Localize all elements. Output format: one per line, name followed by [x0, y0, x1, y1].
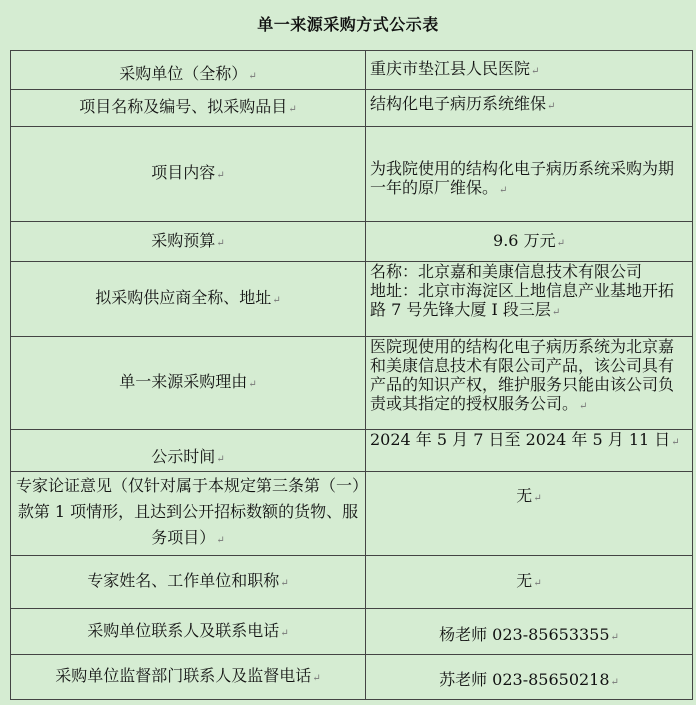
row-label-expert-names: 专家姓名、工作单位和职称↵ [11, 556, 366, 609]
row-value-purchaser: 重庆市垫江县人民医院↵ [366, 51, 693, 90]
row-value-project-content: 为我院使用的结构化电子病历系统采购为期一年的原厂维保。↵ [366, 127, 693, 222]
table-row [11, 609, 693, 655]
row-label-supervisor-contact: 采购单位监督部门联系人及监督电话↵ [11, 655, 366, 700]
table-row [11, 430, 693, 472]
row-label-expert-opinion: 专家论证意见（仅针对属于本规定第三条第（一）款第 1 项情形，且达到公开招标数额的货物、服务项目）↵ [11, 472, 366, 556]
page-title: 单一来源采购方式公示表 [257, 15, 439, 34]
row-value-purchaser-contact: 杨老师 023-85653355↵ [366, 609, 693, 655]
row-label-purchaser: 采购单位（全称）↵ [11, 51, 366, 90]
row-label-publicity-period: 公示时间↵ [11, 430, 366, 472]
supplier-name: 名称：北京嘉和美康信息技术有限公司 [370, 262, 643, 281]
table-row [11, 337, 693, 430]
row-value-publicity-period: 2024 年 5 月 7 日至 2024 年 5 月 11 日↵ [366, 430, 693, 472]
row-value-expert-opinion: 无↵ [366, 472, 693, 556]
row-label-supplier: 拟采购供应商全称、地址↵ [11, 262, 366, 337]
row-label-project-content: 项目内容↵ [11, 127, 366, 222]
table-row [11, 222, 693, 262]
table-row [11, 655, 693, 700]
notice-table [10, 50, 693, 700]
supplier-address: 地址：北京市海淀区上地信息产业基地开拓路 7 号先锋大厦 I 段三层 [370, 281, 675, 319]
row-label-reason: 单一来源采购理由↵ [11, 337, 366, 430]
table-row [11, 51, 693, 90]
table-row [11, 90, 693, 127]
row-value-expert-names: 无↵ [366, 556, 693, 609]
row-value-budget: 9.6 万元↵ [366, 222, 693, 262]
table-row [11, 127, 693, 222]
row-value-supplier: 名称：北京嘉和美康信息技术有限公司 地址：北京市海淀区上地信息产业基地开拓路 7 号先锋大厦 I 段三层↵ [366, 262, 693, 337]
table-row [11, 472, 693, 556]
row-label-project-name: 项目名称及编号、拟采购品目↵ [11, 90, 366, 127]
row-value-reason: 医院现使用的结构化电子病历系统为北京嘉和美康信息技术有限公司产品，该公司具有产品的知识产权，维护服务只能由该公司负责或其指定的授权服务公司。↵ [366, 337, 693, 430]
row-label-purchaser-contact: 采购单位联系人及联系电话↵ [11, 609, 366, 655]
row-value-supervisor-contact: 苏老师 023-85650218↵ [366, 655, 693, 700]
table-row [11, 262, 693, 337]
row-value-project-name: 结构化电子病历系统维保↵ [366, 90, 693, 127]
row-label-budget: 采购预算↵ [11, 222, 366, 262]
table-row [11, 556, 693, 609]
